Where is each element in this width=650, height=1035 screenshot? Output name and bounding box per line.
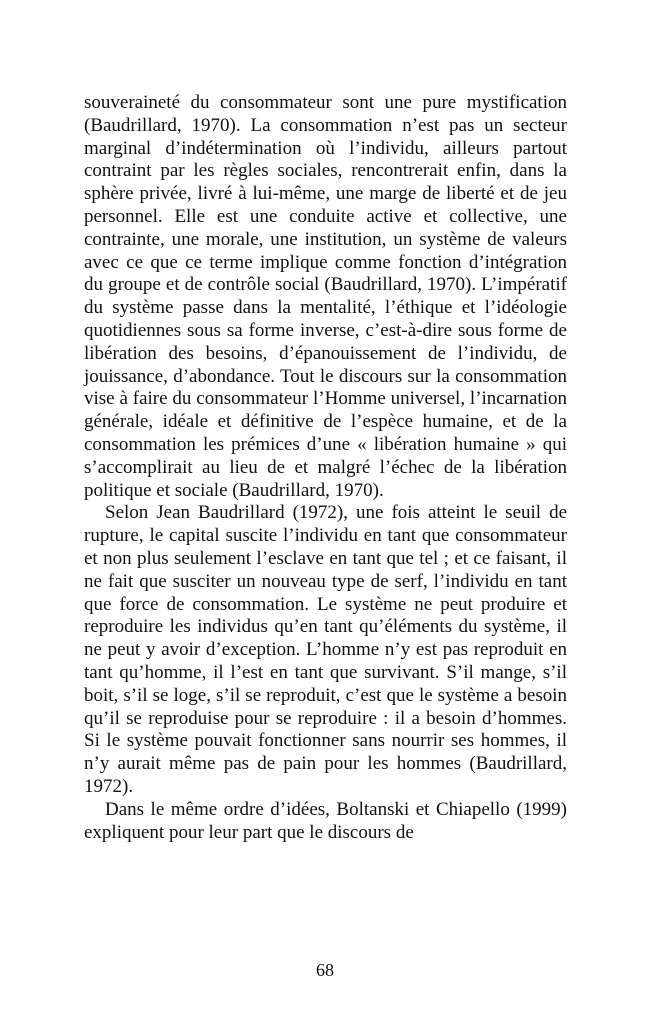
page-body xyxy=(84,92,567,844)
paragraph-1: souveraineté du consommateur sont une pure mystification (Baudrillard, 1970). La consommation n’est pas un secteur marginal d’indétermination où l’individu, ailleurs partout contraint par les règles sociales, rencontrerait enfin, dans la sphère privée, livré à lui-même, une marge de liberté et de jeu personnel. Elle est une conduite active et collective, une contrainte, une morale, une institution, un système de valeurs avec ce que ce terme implique comme fonction d’intégration du groupe et de contrôle social (Baudrillard, 1970). L’impératif du système passe dans la mentalité, l’éthique et l’idéologie quotidiennes sous sa forme inverse, c’est-à-dire sous forme de libération des besoins, d’épanouissement de l’individu, de jouissance, d’abondance. Tout le discours sur la consommation vise à faire du consommateur l’Homme universel, l’incarnation générale, idéale et définitive de l’espèce humaine, et de la consommation les prémices d’une « libération humaine » qui s’accomplirait au lieu de et malgré l’échec de la libération politique et sociale (Baudrillard, 1970). xyxy=(84,92,567,501)
page-number: 68 xyxy=(316,960,334,980)
paragraph-3: Dans le même ordre d’idées, Boltanski et Chiapello (1999) expliquent pour leur part que le discours de xyxy=(84,798,567,843)
paragraph-2: Selon Jean Baudrillard (1972), une fois atteint le seuil de rupture, le capital suscite l’individu en tant que consommateur et non plus seulement l’esclave en tant que tel ; et ce faisant, il ne fait que susciter un nouveau type de serf, l’individu en tant que force de consommation. Le système ne peut produire et reproduire les individus qu’en tant qu’éléments du système, il ne peut y avoir d’exception. L’homme n’y est pas reproduit en tant qu’homme, il l’est en tant que survivant. S’il mange, s’il boit, s’il se loge, s’il se reproduit, c’est que le système a besoin qu’il se reproduise pour se reproduire : il a besoin d’hommes. Si le système pouvait fonctionner sans nourrir ses hommes, il n’y aurait même pas de pain pour les hommes (Baudrillard, 1972). xyxy=(84,502,567,797)
